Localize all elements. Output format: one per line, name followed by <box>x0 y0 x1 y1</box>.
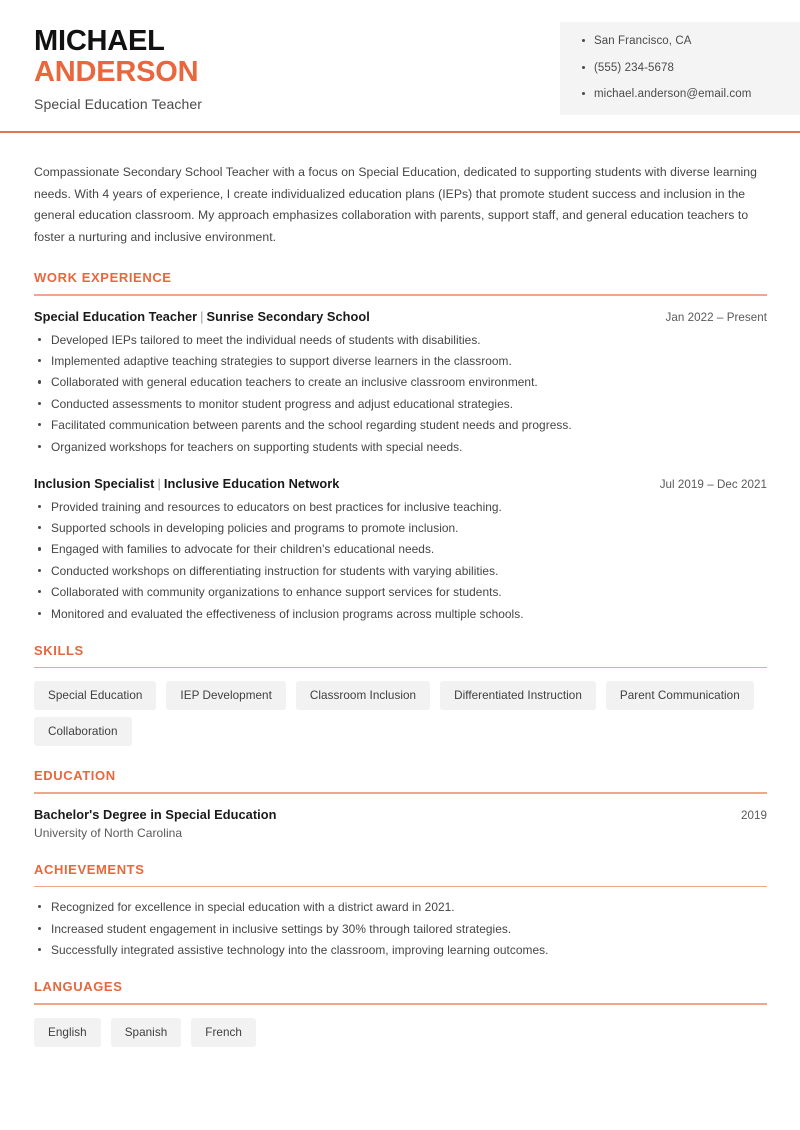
bullet-text: Implemented adaptive teaching strategies to support diverse learners in the classroom. <box>51 353 512 368</box>
experience-role: Special Education Teacher <box>34 308 198 324</box>
bullet-icon <box>38 905 41 908</box>
bullet-text: Facilitated communication between parents and the school regarding student needs and progress. <box>51 418 572 433</box>
bullet-text: Engaged with families to advocate for their children's educational needs. <box>51 542 435 557</box>
section-work-experience <box>34 270 767 621</box>
contact-location-text: San Francisco, CA <box>594 35 692 47</box>
bullet-icon <box>582 39 585 42</box>
bullet-icon <box>38 338 41 341</box>
list-item <box>34 922 767 936</box>
list-item <box>34 500 767 514</box>
list-item <box>34 542 767 556</box>
bullet-icon <box>38 948 41 951</box>
bullet-text: Increased student engagement in inclusive settings by 30% through tailored strategies. <box>51 921 512 936</box>
bullet-icon <box>38 423 41 426</box>
section-title-skills: SKILLS <box>34 642 84 658</box>
bullet-text: Organized workshops for teachers on supporting students with special needs. <box>51 439 463 454</box>
contact-phone-text: (555) 234-5678 <box>594 61 675 74</box>
bullet-icon <box>38 526 41 529</box>
skills-chip-list <box>34 681 767 746</box>
name-block <box>34 26 202 112</box>
experience-entry-head <box>34 309 767 324</box>
bullet-icon <box>38 445 41 448</box>
bullet-icon <box>582 66 585 69</box>
resume-body <box>34 162 767 1047</box>
bullet-icon <box>38 505 41 508</box>
bullet-text: Conducted workshops on differentiating instruction for students with varying abilities. <box>51 563 499 578</box>
education-entry-head <box>34 807 767 822</box>
experience-organization: Sunrise Secondary School <box>206 308 370 324</box>
education-degree: Bachelor's Degree in Special Education <box>34 806 277 822</box>
skill-chip: Differentiated Instruction <box>440 681 596 710</box>
language-chip: French <box>191 1018 256 1047</box>
title-separator: | <box>200 308 204 324</box>
bullet-text: Provided training and resources to educators on best practices for inclusive teaching. <box>51 499 502 514</box>
skill-chip: Parent Communication <box>606 681 754 710</box>
bullet-icon <box>38 380 41 383</box>
contact-location <box>582 34 800 48</box>
section-divider <box>34 886 767 888</box>
experience-title <box>34 476 339 491</box>
bullet-icon <box>38 402 41 405</box>
bullet-text: Developed IEPs tailored to meet the individual needs of students with disabilities. <box>51 332 481 347</box>
section-achievements <box>34 862 767 957</box>
language-chip: Spanish <box>111 1018 182 1047</box>
section-title-languages: LANGUAGES <box>34 979 123 995</box>
experience-date: Jan 2022 – Present <box>665 310 767 324</box>
list-item <box>34 585 767 599</box>
list-item <box>34 354 767 368</box>
section-divider <box>34 667 767 669</box>
bullet-text: Monitored and evaluated the effectiveness of inclusion programs across multiple schools. <box>51 606 524 621</box>
first-name: MICHAEL <box>34 25 165 57</box>
resume-header <box>0 0 800 127</box>
experience-title <box>34 309 370 324</box>
experience-role: Inclusion Specialist <box>34 475 155 491</box>
bullet-icon <box>38 590 41 593</box>
education-date: 2019 <box>741 808 767 822</box>
contact-email-text: michael.anderson@email.com <box>594 88 752 100</box>
last-name: ANDERSON <box>34 56 199 88</box>
section-title-education: EDUCATION <box>34 768 116 784</box>
language-chip: English <box>34 1018 101 1047</box>
bullet-icon <box>38 569 41 572</box>
list-item <box>34 440 767 454</box>
education-institution: University of North Carolina <box>34 825 183 840</box>
section-title-achievements: ACHIEVEMENTS <box>34 861 145 877</box>
list-item <box>34 900 767 914</box>
bullet-text: Recognized for excellence in special education with a district award in 2021. <box>51 900 455 915</box>
experience-entry-head <box>34 476 767 491</box>
list-item <box>34 607 767 621</box>
bullet-text: Conducted assessments to monitor student progress and adjust educational strategies. <box>51 396 514 411</box>
section-title-work-experience: WORK EXPERIENCE <box>34 270 172 285</box>
title-separator: | <box>157 475 161 491</box>
list-item <box>34 375 767 389</box>
list-item <box>34 564 767 578</box>
languages-chip-list <box>34 1018 767 1047</box>
skill-chip: Classroom Inclusion <box>296 681 430 710</box>
section-education <box>34 768 767 840</box>
list-item <box>34 397 767 411</box>
skill-chip: Collaboration <box>34 717 132 746</box>
experience-entry <box>34 476 767 621</box>
professional-summary: Compassionate Secondary School Teacher with a focus on Special Education, dedicated to supporting students with diverse learning needs. With 4 years of experience, I create individualized education plans (IEPs) that promote student success and inclusion in the general education classroom. My approach emphasizes collaboration with parents, support staff, and general education teachers to foster a nurturing and inclusive environment. <box>34 165 757 244</box>
contact-box <box>560 22 800 115</box>
experience-date: Jul 2019 – Dec 2021 <box>659 477 767 491</box>
section-divider <box>34 792 767 794</box>
contact-phone[interactable] <box>582 61 800 75</box>
job-title: Special Education Teacher <box>34 96 203 112</box>
bullet-icon <box>38 547 41 550</box>
header-divider <box>0 131 800 133</box>
bullet-text: Collaborated with community organizations to enhance support services for students. <box>51 585 502 600</box>
list-item <box>34 333 767 347</box>
section-skills <box>34 643 767 747</box>
bullet-text: Collaborated with general education teachers to create an inclusive classroom environment. <box>51 375 538 390</box>
list-item <box>34 521 767 535</box>
list-item <box>34 943 767 957</box>
experience-bullets <box>34 333 767 454</box>
section-divider <box>34 1003 767 1005</box>
section-divider <box>34 294 767 296</box>
bullet-icon <box>38 359 41 362</box>
education-entry <box>34 807 767 840</box>
experience-bullets <box>34 500 767 621</box>
section-languages <box>34 979 767 1047</box>
bullet-icon <box>582 92 585 95</box>
skill-chip: IEP Development <box>166 681 286 710</box>
experience-entry <box>34 309 767 454</box>
experience-organization: Inclusive Education Network <box>163 475 340 491</box>
bullet-text: Supported schools in developing policies and programs to promote inclusion. <box>51 520 459 535</box>
contact-email[interactable] <box>582 87 800 101</box>
bullet-text: Successfully integrated assistive technology into the classroom, improving learning outcomes. <box>51 943 549 958</box>
list-item <box>34 418 767 432</box>
bullet-icon <box>38 927 41 930</box>
achievements-bullets <box>34 900 767 957</box>
bullet-icon <box>38 612 41 615</box>
skill-chip: Special Education <box>34 681 156 710</box>
